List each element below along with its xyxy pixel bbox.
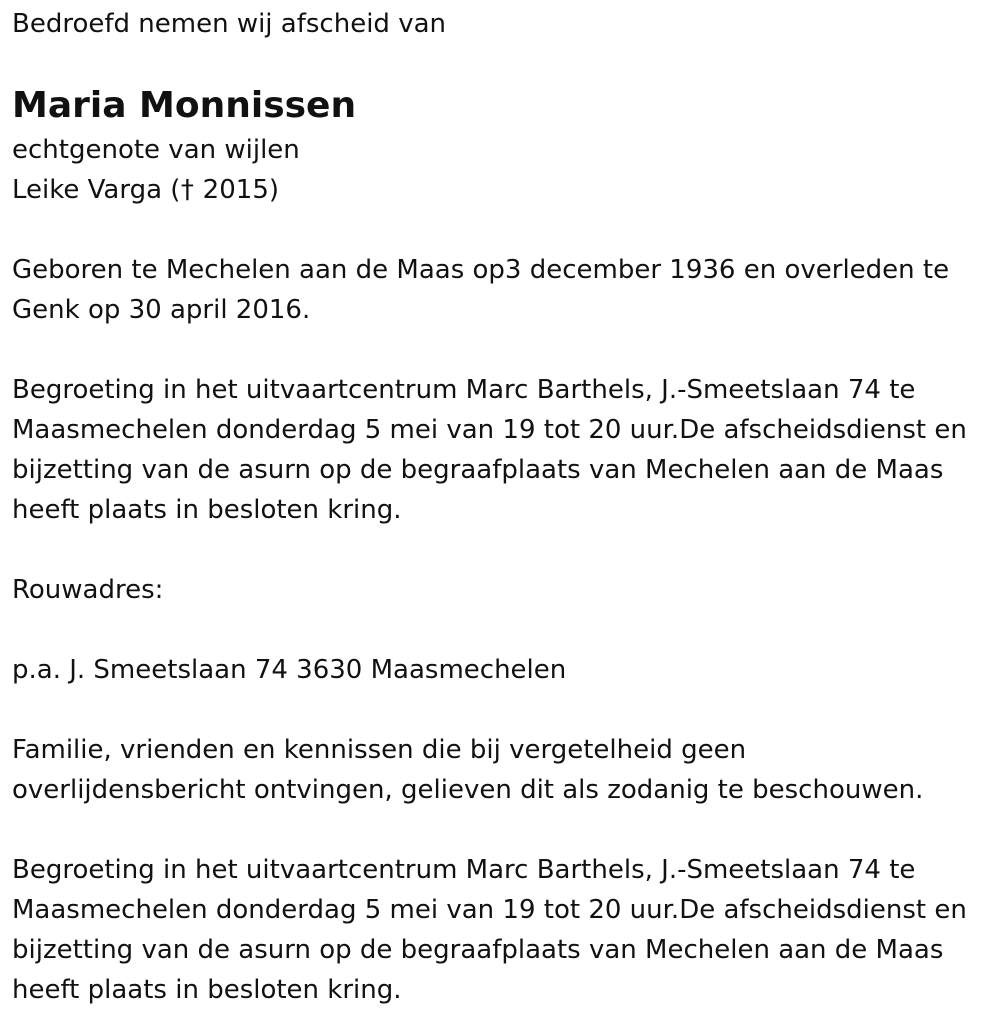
greeting-paragraph-2 xyxy=(12,850,988,1010)
paragraph-line: Geboren te Mechelen aan de Maas op3 december 1936 en overleden te xyxy=(12,255,950,285)
deceased-name: Maria Monnissen xyxy=(12,85,357,126)
paragraph-line: heeft plaats in besloten kring. xyxy=(12,495,402,525)
mourning-address-label-block xyxy=(12,570,988,610)
mourning-address-label: Rouwadres: xyxy=(12,575,164,605)
intro-text: Bedroefd nemen wij afscheid van xyxy=(12,9,446,39)
paragraph-line: Genk op 30 april 2016. xyxy=(12,295,311,325)
paragraph-line: Begroeting in het uitvaartcentrum Marc Barthels, J.-Smeetslaan 74 te xyxy=(12,855,916,885)
greeting-paragraph-1 xyxy=(12,370,988,530)
paragraph-line: Familie, vrienden en kennissen die bij vergetelheid geen xyxy=(12,735,747,765)
paragraph-line: Maasmechelen donderdag 5 mei van 19 tot 20 uur.De afscheidsdienst en xyxy=(12,415,967,445)
spouse-line xyxy=(12,170,988,210)
mourning-address-block xyxy=(12,650,988,690)
mourning-address: p.a. J. Smeetslaan 74 3630 Maasmechelen xyxy=(12,655,567,685)
paragraph-line: Begroeting in het uitvaartcentrum Marc Barthels, J.-Smeetslaan 74 te xyxy=(12,375,916,405)
relation-text: echtgenote van wijlen xyxy=(12,135,300,165)
family-note-paragraph xyxy=(12,730,988,810)
paragraph-line: heeft plaats in besloten kring. xyxy=(12,975,402,1005)
birth-death-paragraph xyxy=(12,250,988,330)
paragraph-line: bijzetting van de asurn op de begraafplaats van Mechelen aan de Maas xyxy=(12,455,944,485)
paragraph-line: Maasmechelen donderdag 5 mei van 19 tot 20 uur.De afscheidsdienst en xyxy=(12,895,967,925)
spouse-name: Leike Varga ( xyxy=(12,175,181,205)
paragraph-line: bijzetting van de asurn op de begraafplaats van Mechelen aan de Maas xyxy=(12,935,944,965)
cross-icon: † xyxy=(180,175,194,205)
paragraph-line: overlijdensbericht ontvingen, gelieven dit als zodanig te beschouwen. xyxy=(12,775,924,805)
spouse-death-year: 2015) xyxy=(194,175,279,205)
